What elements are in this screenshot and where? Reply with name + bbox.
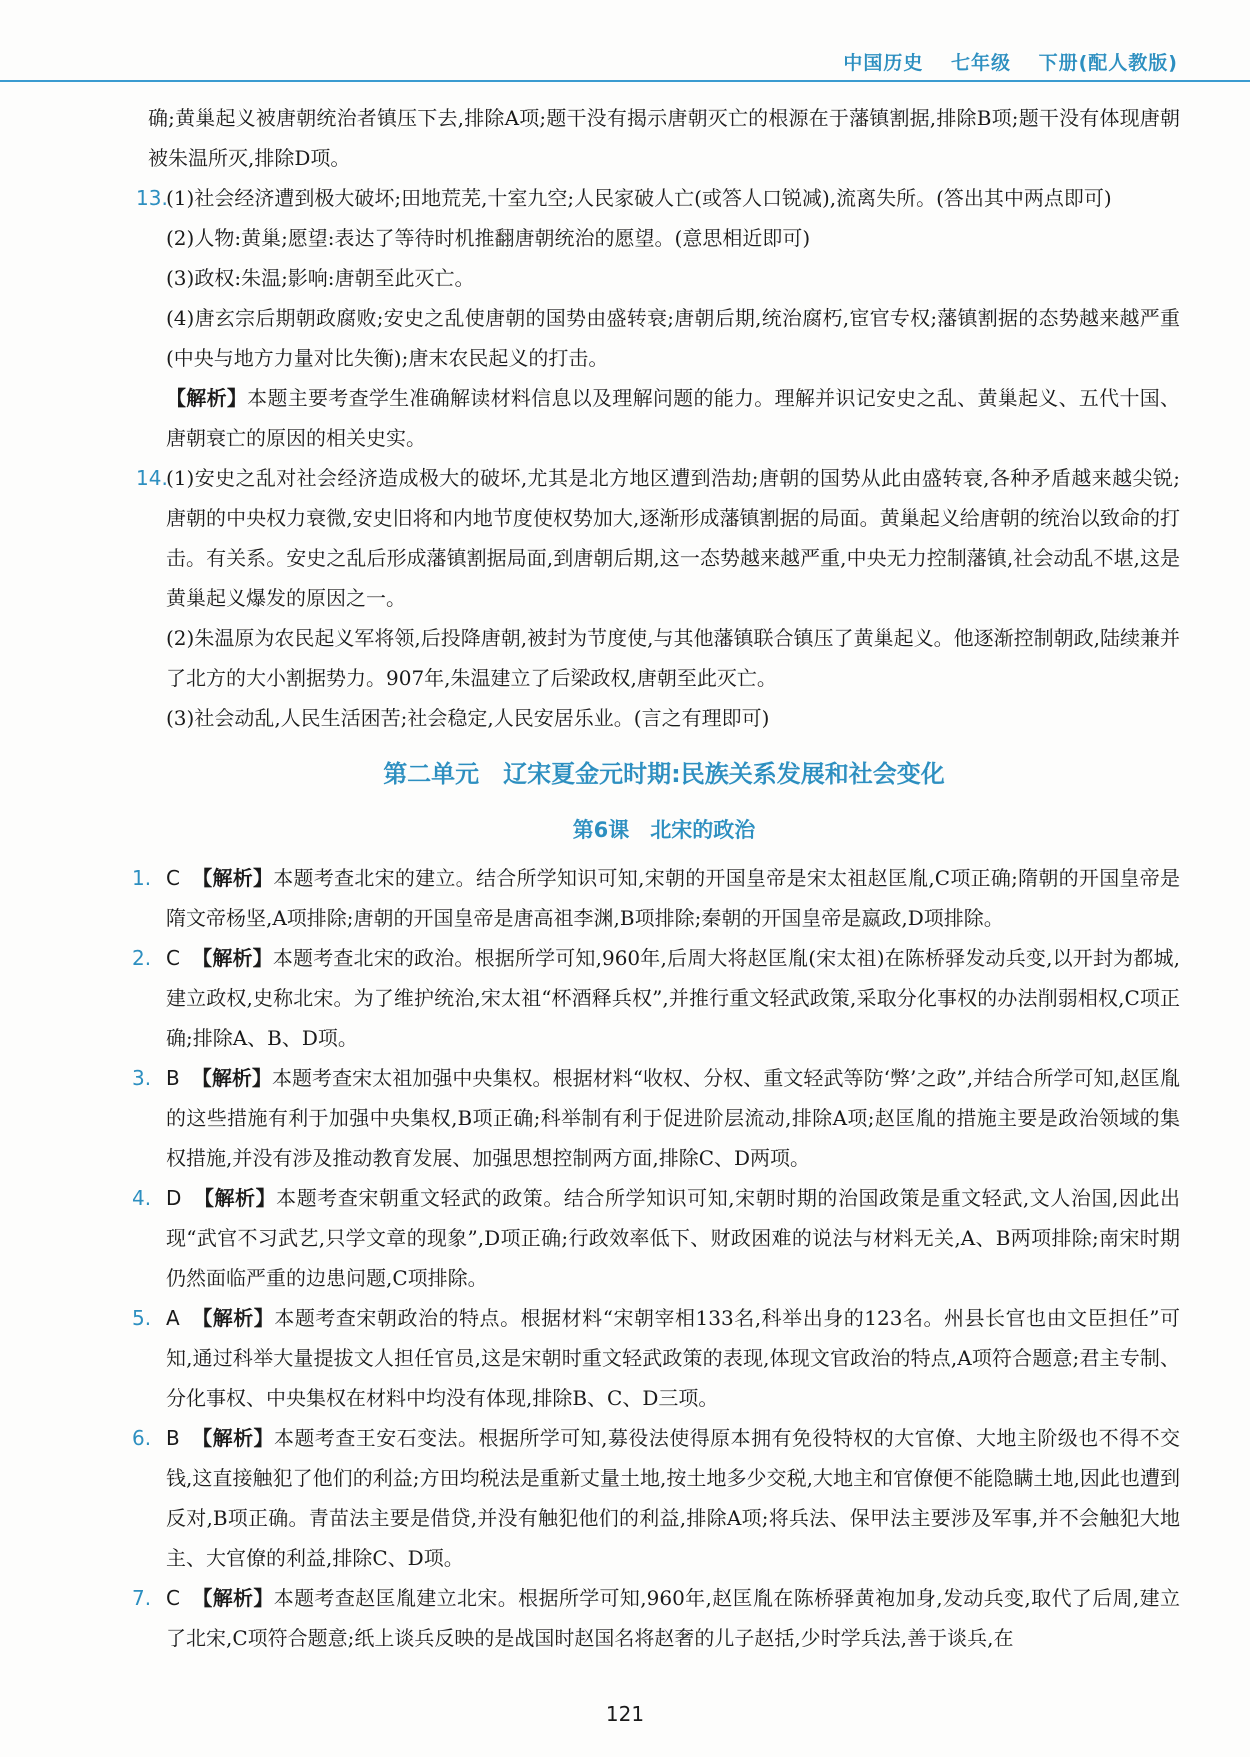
q13-part-1: (1)社会经济遭到极大破坏;田地荒芜,十室九空;人民家破人亡(或答人口锐减),流离失所。(答出其中两点即可) [166,186,1112,210]
analysis-label: 【解析】 [191,1306,275,1330]
q13-analysis [166,378,1180,458]
answer-number: 1. [132,866,152,890]
answer-choice: C [166,1586,180,1610]
answer-body [166,1298,1180,1418]
answer-item [132,1058,1180,1178]
answer-body [166,1178,1180,1298]
answer-number: 5. [132,1306,152,1330]
analysis-label: 【解析】 [191,1586,274,1610]
q14-part-2: (2)朱温原为农民起义军将领,后投降唐朝,被封为节度使,与其他藩镇联合镇压了黄巢起义。他逐渐控制朝政,陆续兼并了北方的大小割据势力。907年,朱温建立了后梁政权,唐朝至此灭亡。 [166,626,1180,690]
continued-answer: 确;黄巢起义被唐朝统治者镇压下去,排除A项;题干没有揭示唐朝灭亡的根源在于藩镇割据,排除B项;题干没有体现唐朝被朱温所灭,排除D项。 [148,106,1180,170]
answer-number: 2. [132,946,152,970]
analysis-text: 本题考查赵匡胤建立北宋。根据所学可知,960年,赵匡胤在陈桥驿黄袍加身,发动兵变,取代了后周,建立了北宋,C项符合题意;纸上谈兵反映的是战国时赵国名将赵奢的儿子赵括,少时学兵法,善于谈兵,在 [166,1586,1180,1650]
analysis-text: 本题主要考查学生准确解读材料信息以及理解问题的能力。理解并识记安史之乱、黄巢起义、五代十国、唐朝衰亡的原因的相关史实。 [166,386,1181,450]
question-14 [136,458,1180,738]
q13-part-3: (3)政权:朱温;影响:唐朝至此灭亡。 [166,266,475,290]
answer-choice: C [166,866,180,890]
answer-body [166,858,1180,938]
header-text [823,48,1178,75]
analysis-text: 本题考查北宋的建立。结合所学知识可知,宋朝的开国皇帝是宋太祖赵匡胤,C项正确;隋朝的开国皇帝是隋文帝杨坚,A项排除;唐朝的开国皇帝是唐高祖李渊,B项排除;秦朝的开国皇帝是嬴政,D项排除。 [166,866,1180,930]
q13-part-4: (4)唐玄宗后期朝政腐败;安史之乱使唐朝的国势由盛转衰;唐朝后期,统治腐朽,宦官专权;藩镇割据的态势越来越严重(中央与地方力量对比失衡);唐末农民起义的打击。 [166,306,1180,370]
answer-item [132,1178,1181,1298]
answer-number: 4. [132,1186,152,1210]
analysis-label: 【解析】 [166,386,248,410]
question-number: 14. [136,466,168,490]
analysis-text: 本题考查宋朝重文轻武的政策。结合所学知识可知,宋朝时期的治国政策是重文轻武,文人治国,因此出现“武官不习武艺,只学文章的现象”,D项正确;行政效率低下、财政困难的说法与材料无关,A、B两项排除;南宋时期仍然面临严重的边患问题,C项排除。 [166,1186,1181,1290]
answer-choice: D [166,1186,182,1210]
answer-body [166,1058,1180,1178]
answer-item [132,938,1181,1058]
answer-item [132,858,1180,938]
header-rule [0,80,1250,82]
answer-choice: C [166,946,180,970]
answer-choice: B [166,1426,180,1450]
header-grade: 七年级 [950,52,1011,74]
header-volume: 下册(配人教版) [1038,52,1178,74]
analysis-label: 【解析】 [191,1066,272,1090]
analysis-label: 【解析】 [191,946,273,970]
answer-body [166,1418,1180,1578]
page-header [0,40,1250,82]
analysis-label: 【解析】 [191,866,274,890]
answer-body [166,938,1180,1058]
question-number: 13. [136,186,168,210]
answer-item [132,1418,1181,1578]
answer-choice: A [166,1306,180,1330]
page-number: 121 [605,1702,645,1726]
answer-number: 7. [132,1586,152,1610]
answer-body [166,1578,1180,1658]
answer-number: 6. [132,1426,152,1450]
analysis-text: 本题考查宋朝政治的特点。根据材料“宋朝宰相133名,科举出身的123名。州县长官也由文臣担任”可知,通过科举大量提拔文人担任官员,这是宋朝时重文轻武政策的表现,体现文官政治的特点,A项符合题意;君主专制、分化事权、中央集权在材料中均没有体现,排除B、C、D三项。 [166,1306,1181,1410]
lesson-title: 第6课 北宋的政治 [572,818,756,842]
analysis-label: 【解析】 [193,1186,277,1210]
analysis-text: 本题考查宋太祖加强中央集权。根据材料“收权、分权、重文轻武等防‘弊’之政”,并结合所学可知,赵匡胤的这些措施有利于加强中央集权,B项正确;科举制有利于促进阶层流动,排除A项;赵匡胤的措施主要是政治领域的集权措施,并没有涉及推动教育发展、加强思想控制两方面,排除C、D两项。 [166,1066,1180,1170]
header-subject: 中国历史 [843,52,924,74]
page-content [132,98,1181,1658]
q13-part-2: (2)人物:黄巢;愿望:表达了等待时机推翻唐朝统治的愿望。(意思相近即可) [166,226,811,250]
answer-item [132,1298,1181,1418]
q14-part-1: (1)安史之乱对社会经济造成极大的破坏,尤其是北方地区遭到浩劫;唐朝的国势从此由盛转衰,各种矛盾越来越尖锐;唐朝的中央权力衰微,安史旧将和内地节度使权势加大,逐渐形成藩镇割据的局面。黄巢起义给唐朝的统治以致命的打击。有关系。安史之乱后形成藩镇割据局面,到唐朝后期,这一态势越来越严重,中央无力控制藩镇,社会动乱不堪,这是黄巢起义爆发的原因之一。 [166,466,1180,610]
answer-item [132,1578,1180,1658]
answer-choice: B [166,1066,180,1090]
analysis-text: 本题考查王安石变法。根据所学可知,募役法使得原本拥有免役特权的大官僚、大地主阶级也不得不交钱,这直接触犯了他们的利益;方田均税法是重新丈量土地,按土地多少交税,大地主和官僚便不能隐瞒土地,因此也遭到反对,B项正确。青苗法主要是借贷,并没有触犯他们的利益,排除A项;将兵法、保甲法主要涉及军事,并不会触犯大地主、大官僚的利益,排除C、D项。 [166,1426,1181,1570]
analysis-label: 【解析】 [191,1426,274,1450]
analysis-text: 本题考查北宋的政治。根据所学可知,960年,后周大将赵匡胤(宋太祖)在陈桥驿发动兵变,以开封为都城,建立政权,史称北宋。为了维护统治,宋太祖“杯酒释兵权”,并推行重文轻武政策,采取分化事权的办法削弱相权,C项正确;排除A、B、D项。 [166,946,1181,1050]
answer-number: 3. [132,1066,152,1090]
question-13 [136,178,1181,458]
q14-part-3: (3)社会动乱,人民生活困苦;社会稳定,人民安居乐业。(言之有理即可) [166,706,770,730]
unit-title: 第二单元 辽宋夏金元时期:民族关系发展和社会变化 [383,760,945,788]
